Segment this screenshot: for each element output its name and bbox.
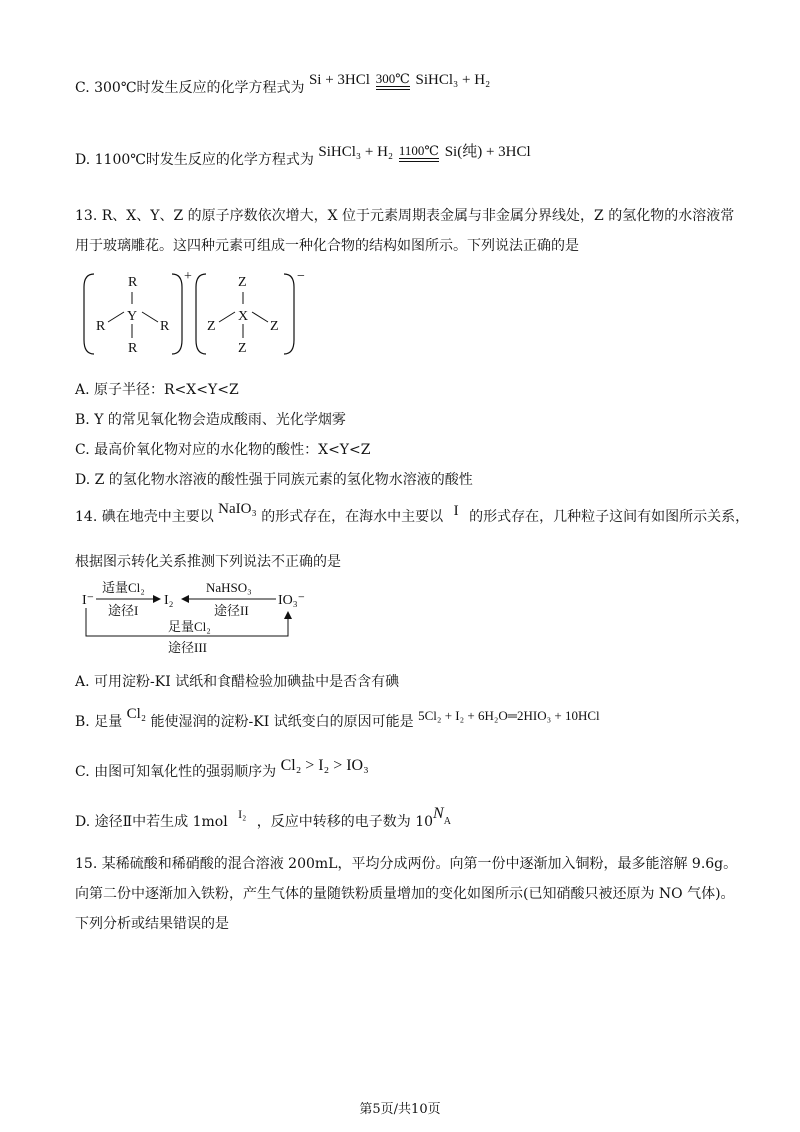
q12-c-condition: 300℃ (375, 70, 410, 86)
q14-option-b-part1: B. 足量 (75, 714, 123, 730)
q15-stem-line1: 15. 某稀硫酸和稀硝酸的混合溶液 200mL，平均分成两份。向第一份中逐渐加入铜粉，最多能溶解 9.6g。 (75, 856, 738, 872)
q14-conversion-diagram (80, 574, 320, 658)
q13-stem-line2: 用于玻璃雕花。这四种元素可组成一种化合物的结构如图所示。下列说法正确的是 (75, 238, 579, 254)
q14-option-d (75, 805, 451, 834)
q14-iodide: I (453, 503, 459, 519)
q13-option-a: A. 原子半径：R<X<Y<Z (75, 382, 239, 398)
q12-c-lhs: Si + 3HCl (308, 72, 370, 88)
q14-option-d-part2: ，反应中转移的电子数为 10 (256, 814, 434, 830)
q12-option-d-label: D. 1100℃时发生反应的化学方程式为 (75, 152, 314, 168)
q12-option-d-equation (318, 142, 530, 162)
q14-option-b-cl2: Cl₂ (126, 706, 147, 722)
q12-c-condition-arrow (376, 72, 410, 90)
q14-option-c-order: Cl₂ > I₂ > IO₃ (280, 757, 369, 774)
q13-stem-line1: 13. R、X、Y、Z 的原子序数依次增大，X 位于元素周期表金属与非金属分界线处，Z 的氢化物的水溶液常 (75, 208, 735, 224)
path3-name: 途径III (168, 640, 207, 655)
cation-r-top: R (128, 275, 138, 290)
q14-option-b-equation: 5Cl₂ + I₂ + 6H₂O═2HIO₃ + 10HCl (418, 708, 600, 723)
q13-structure-diagram (80, 262, 320, 362)
q14-stem-part2: 的形式存在，在海水中主要以 (261, 509, 444, 525)
species-iodate: IO₃⁻ (278, 593, 306, 608)
path1-name: 途径I (108, 603, 139, 618)
q12-d-condition-arrow (399, 144, 439, 162)
q14-option-c (75, 757, 369, 782)
q14-option-d-a: A (443, 816, 451, 827)
q14-stem-line1 (75, 501, 750, 527)
q12-option-d (75, 142, 531, 170)
q14-option-c-part1: C. 由图可知氧化性的强弱顺序为 (75, 764, 277, 780)
q14-option-d-n: N (433, 805, 444, 822)
cation-center-y: Y (127, 309, 138, 324)
anion-z-right: Z (270, 319, 279, 334)
path1-reagent: 适量Cl₂ (102, 580, 145, 595)
q14-option-d-part1: D. 途径Ⅱ中若生成 1mol (75, 814, 228, 830)
q14-option-b (75, 706, 600, 732)
q12-option-c-equation (309, 70, 490, 90)
q12-d-condition: 1100℃ (398, 142, 439, 158)
q12-option-c (75, 70, 491, 98)
cation-r-right: R (160, 319, 170, 334)
q15-stem-line2: 向第二份中逐渐加入铁粉，产生气体的量随铁粉质量增加的变化如图所示(已知硝酸只被还原为 NO 气体)。 (75, 886, 735, 902)
q14-stem-part3: 的形式存在，几种粒子这间有如图所示关系， (469, 509, 750, 525)
q14-naio3: NaIO₃ (218, 501, 257, 517)
q14-option-a: A. 可用淀粉-KI 试纸和食醋检验加碘盐中是否含有碘 (75, 674, 400, 690)
path2-name: 途径II (214, 603, 249, 618)
q14-option-b-part2: 能使湿润的淀粉-KI 试纸变白的原因可能是 (150, 714, 414, 730)
path2-reagent: NaHSO₃ (206, 580, 252, 595)
species-iodide: I⁻ (82, 593, 95, 608)
anion-z-left: Z (207, 319, 216, 334)
page-footer: 第5页/共10页 (359, 1102, 441, 1117)
cation-r-left: R (96, 319, 106, 334)
q13-option-d: D. Z 的氢化物水溶液的酸性强于同族元素的氢化物水溶液的酸性 (75, 472, 473, 488)
q13-option-b: B. Y 的常见氧化物会造成酸雨、光化学烟雾 (75, 412, 346, 428)
cation-r-bottom: R (128, 341, 138, 356)
q12-d-rhs: Si(纯) + 3HCl (444, 144, 531, 160)
q14-stem-line2: 根据图示转化关系推测下列说法不正确的是 (75, 554, 341, 570)
q15-stem-line3: 下列分析或结果错误的是 (75, 916, 229, 932)
anion-z-bottom: Z (238, 341, 247, 356)
q14-stem-part1: 14. 碘在地壳中主要以 (75, 509, 214, 525)
anion-center-x: X (238, 309, 249, 324)
q12-c-rhs: SiHCl₃ + H₂ (415, 72, 491, 88)
q12-d-lhs: SiHCl₃ + H₂ (318, 144, 394, 160)
path3-reagent: 足量Cl₂ (168, 619, 211, 634)
q12-option-c-label: C. 300℃时发生反应的化学方程式为 (75, 80, 305, 96)
species-iodine: I₂ (164, 593, 174, 608)
q14-option-d-i2: I₂ (238, 807, 247, 821)
cation-charge: + (184, 269, 192, 284)
anion-z-top: Z (238, 275, 247, 290)
anion-charge: − (297, 269, 305, 284)
q13-option-c: C. 最高价氧化物对应的水化物的酸性：X<Y<Z (75, 442, 371, 458)
